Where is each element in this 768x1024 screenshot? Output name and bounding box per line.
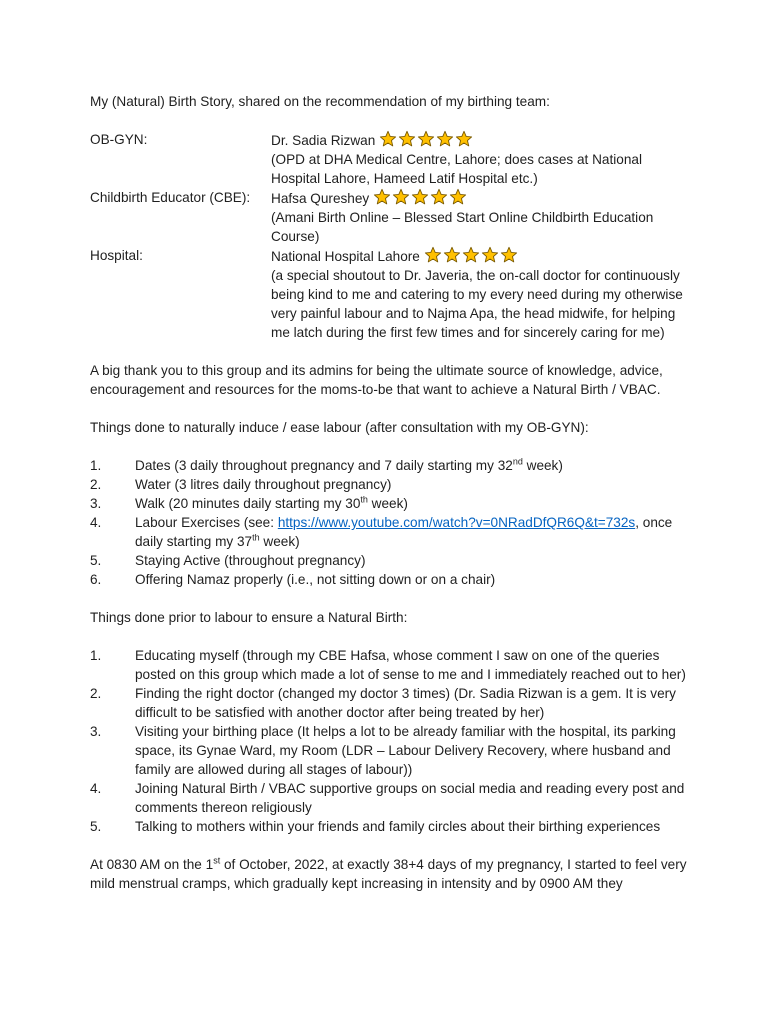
list-item xyxy=(90,570,690,589)
team-name: National Hospital Lahore xyxy=(271,249,420,264)
closing-text: of October, 2022, at exactly 38+4 days of my pregnancy, I started to feel very mild menstrual cramps, which gradually kept increasing in intensity and by 0900 AM they xyxy=(90,857,687,891)
star-icon xyxy=(462,246,480,264)
list-number: 2. xyxy=(90,477,102,492)
list-number: 6. xyxy=(90,572,102,587)
item-text: week) xyxy=(259,534,300,549)
induce-heading: Things done to naturally induce / ease labour (after consultation with my OB-GYN): xyxy=(90,420,589,435)
team-label: Childbirth Educator (CBE): xyxy=(90,190,251,205)
star-icon xyxy=(411,188,429,206)
ordinal-suffix: st xyxy=(213,855,221,866)
list-item xyxy=(90,551,690,570)
youtube-link[interactable]: https://www.youtube.com/watch?v=0NRadDfQR6Q&t=732s xyxy=(277,515,636,530)
ordinal-suffix: th xyxy=(360,494,368,505)
star-icon xyxy=(398,130,416,148)
team-label: Hospital: xyxy=(90,248,143,263)
star-icon xyxy=(373,188,391,206)
team-name: Hafsa Qureshey xyxy=(271,191,370,206)
list-number: 1. xyxy=(90,458,102,473)
item-text: Talking to mothers within your friends and family circles about their birthing experiences xyxy=(135,819,661,834)
team-label: OB-GYN: xyxy=(90,132,148,147)
list-number: 5. xyxy=(90,553,102,568)
list-item xyxy=(90,494,690,513)
star-icon xyxy=(379,130,397,148)
birthing-team xyxy=(90,130,690,342)
star-icon xyxy=(436,130,454,148)
item-text: Dates (3 daily throughout pregnancy and 7 daily starting my 32 xyxy=(135,458,513,473)
star-icon xyxy=(481,246,499,264)
prior-heading: Things done prior to labour to ensure a Natural Birth: xyxy=(90,610,408,625)
item-text: Walk (20 minutes daily starting my 30 xyxy=(135,496,361,511)
list-number: 1. xyxy=(90,648,102,663)
star-icon xyxy=(424,246,442,264)
item-text: , once daily starting my 37 xyxy=(135,515,673,549)
intro-text: My (Natural) Birth Story, shared on the recommendation of my birthing team: xyxy=(90,94,550,109)
rating-stars xyxy=(379,130,473,148)
list-item xyxy=(90,817,690,836)
item-text: Finding the right doctor (changed my doctor 3 times) (Dr. Sadia Rizwan is a gem. It is very difficult to be satisfied with another doctor after being treated by her) xyxy=(135,686,676,720)
team-row-obgyn xyxy=(90,130,690,188)
rating-stars xyxy=(373,188,467,206)
team-row-hospital xyxy=(90,246,690,342)
closing-paragraph xyxy=(90,855,690,893)
list-number: 5. xyxy=(90,819,102,834)
induce-list xyxy=(90,456,690,589)
item-text: Educating myself (through my CBE Hafsa, whose comment I saw on one of the queries posted on this group which made a lot of sense to me and I immediately reached out to her) xyxy=(135,648,686,682)
thanks-paragraph: A big thank you to this group and its admins for being the ultimate source of knowledge, advice, encouragement and resources for the moms-to-be that want to achieve a Natural Birth / VBAC. xyxy=(90,363,663,397)
item-text: week) xyxy=(367,496,408,511)
prior-list xyxy=(90,646,690,836)
list-number: 4. xyxy=(90,515,102,530)
team-note: (Amani Birth Online – Blessed Start Online Childbirth Education Course) xyxy=(271,210,654,244)
ordinal-suffix: th xyxy=(252,532,260,543)
star-icon xyxy=(417,130,435,148)
list-item xyxy=(90,456,690,475)
star-icon xyxy=(449,188,467,206)
item-text: Joining Natural Birth / VBAC supportive groups on social media and reading every post and comments thereon religiously xyxy=(135,781,685,815)
star-icon xyxy=(443,246,461,264)
item-text: week) xyxy=(522,458,563,473)
rating-stars xyxy=(424,246,518,264)
star-icon xyxy=(430,188,448,206)
list-number: 4. xyxy=(90,781,102,796)
list-item xyxy=(90,475,690,494)
list-item xyxy=(90,722,690,779)
closing-text: At 0830 AM on the 1 xyxy=(90,857,214,872)
list-item xyxy=(90,513,690,551)
item-text: Water (3 litres daily throughout pregnancy) xyxy=(135,477,392,492)
item-text: Labour Exercises (see: xyxy=(135,515,278,530)
team-note: (a special shoutout to Dr. Javeria, the on-call doctor for continuously being kind to me and catering to my every need during my otherwise very painful labour and to Najma Apa, the head midwife, for helping me latch during the first few times and for sincerely caring for me) xyxy=(271,268,683,340)
list-number: 3. xyxy=(90,724,102,739)
list-item xyxy=(90,646,690,684)
item-text: Offering Namaz properly (i.e., not sitting down or on a chair) xyxy=(135,572,496,587)
team-name: Dr. Sadia Rizwan xyxy=(271,133,376,148)
star-icon xyxy=(392,188,410,206)
team-note: (OPD at DHA Medical Centre, Lahore; does cases at National Hospital Lahore, Hameed Latif Hospital etc.) xyxy=(271,152,642,186)
star-icon xyxy=(455,130,473,148)
team-row-cbe xyxy=(90,188,690,246)
document-page xyxy=(90,92,690,893)
item-text: Visiting your birthing place (It helps a lot to be already familiar with the hospital, its parking space, its Gynae Ward, my Room (LDR – Labour Delivery Recovery, where husband and family are allowed during all stages of labour)) xyxy=(135,724,676,777)
star-icon xyxy=(500,246,518,264)
list-item xyxy=(90,779,690,817)
ordinal-suffix: nd xyxy=(512,456,523,467)
item-text: Staying Active (throughout pregnancy) xyxy=(135,553,366,568)
list-item xyxy=(90,684,690,722)
list-number: 2. xyxy=(90,686,102,701)
list-number: 3. xyxy=(90,496,102,511)
